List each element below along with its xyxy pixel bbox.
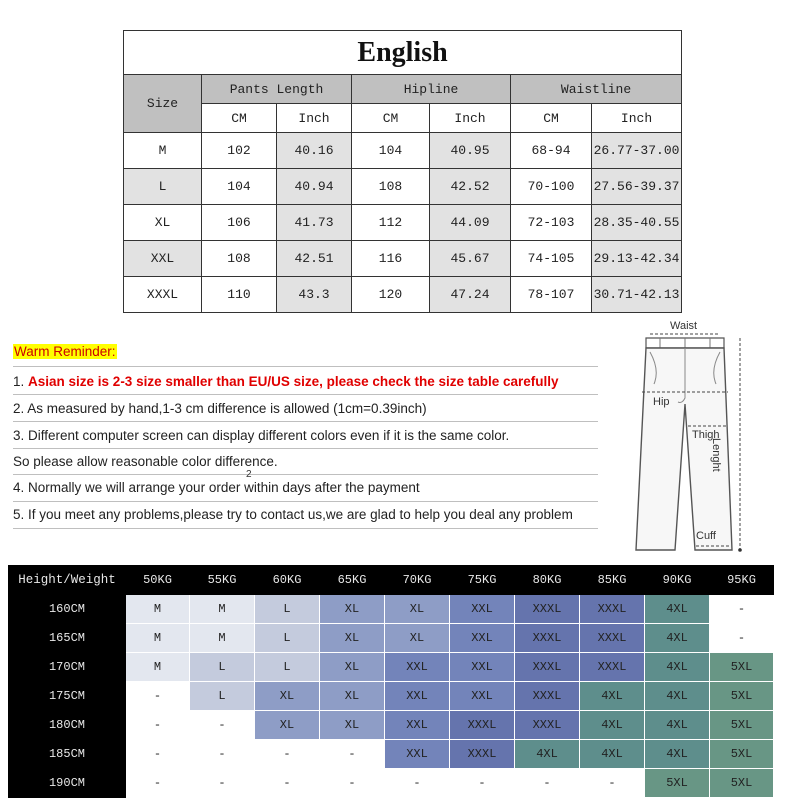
grid-row bbox=[9, 653, 774, 682]
grid-height-header: 160CM bbox=[9, 595, 126, 624]
reminder-line-2: 2. As measured by hand,1-3 cm difference is allowed (1cm=0.39inch) bbox=[13, 401, 427, 416]
grid-size-cell: 4XL bbox=[645, 740, 710, 769]
grid-size-cell: XXXL bbox=[450, 711, 515, 740]
grid-size-cell: - bbox=[190, 740, 255, 769]
grid-size-cell: - bbox=[255, 769, 320, 798]
grid-size-cell: M bbox=[126, 595, 190, 624]
grid-size-cell: XXL bbox=[450, 653, 515, 682]
grid-row bbox=[9, 769, 774, 798]
grid-size-cell: - bbox=[190, 769, 255, 798]
grid-height-header: 180CM bbox=[9, 711, 126, 740]
grid-size-cell: XL bbox=[320, 653, 385, 682]
grid-size-cell: L bbox=[255, 653, 320, 682]
grid-size-cell: - bbox=[515, 769, 580, 798]
grid-row bbox=[9, 711, 774, 740]
grid-size-cell: XXXL bbox=[515, 624, 580, 653]
size-label-cell: L bbox=[124, 169, 202, 205]
grid-size-cell: XL bbox=[320, 682, 385, 711]
reminder-line-6: 5. If you meet any problems,please try to contact us,we are glad to help you deal any problem bbox=[13, 507, 573, 522]
grid-size-cell: M bbox=[190, 624, 255, 653]
size-column-header: Size bbox=[124, 75, 202, 133]
size-row bbox=[124, 169, 682, 205]
grid-header-row bbox=[9, 566, 774, 595]
size-value-cell: 42.51 bbox=[277, 241, 352, 277]
grid-size-cell: 5XL bbox=[710, 653, 774, 682]
unit-header: CM bbox=[202, 104, 277, 133]
size-value-cell: 108 bbox=[352, 169, 430, 205]
grid-size-cell: - bbox=[320, 769, 385, 798]
size-value-cell: 27.56-39.37 bbox=[592, 169, 682, 205]
reminder-line-5: 4. Normally we will arrange your order within days after the payment bbox=[13, 480, 420, 495]
size-value-cell: 30.71-42.13 bbox=[592, 277, 682, 313]
grid-size-cell: XXXL bbox=[515, 711, 580, 740]
group-pants-length: Pants Length bbox=[202, 75, 352, 104]
size-label-cell: M bbox=[124, 133, 202, 169]
grid-size-cell: 4XL bbox=[580, 711, 645, 740]
height-weight-grid bbox=[8, 565, 774, 798]
grid-size-cell: 5XL bbox=[710, 740, 774, 769]
grid-size-cell: - bbox=[190, 711, 255, 740]
size-label-cell: XXXL bbox=[124, 277, 202, 313]
grid-weight-header: 50KG bbox=[126, 566, 190, 595]
grid-row bbox=[9, 682, 774, 711]
reminder-line-1 bbox=[13, 374, 598, 389]
size-value-cell: 106 bbox=[202, 205, 277, 241]
size-value-cell: 41.73 bbox=[277, 205, 352, 241]
unit-header: Inch bbox=[592, 104, 682, 133]
grid-size-cell: XL bbox=[320, 711, 385, 740]
grid-size-cell: 4XL bbox=[645, 711, 710, 740]
grid-size-cell: XL bbox=[320, 624, 385, 653]
size-label-cell: XXL bbox=[124, 241, 202, 277]
grid-size-cell: 5XL bbox=[645, 769, 710, 798]
reminder-heading: Warm Reminder: bbox=[14, 344, 116, 359]
unit-header: CM bbox=[511, 104, 592, 133]
grid-size-cell: L bbox=[190, 682, 255, 711]
grid-weight-header: 95KG bbox=[710, 566, 774, 595]
grid-size-cell: XL bbox=[385, 624, 450, 653]
grid-weight-header: 55KG bbox=[190, 566, 255, 595]
grid-size-cell: XXXL bbox=[580, 624, 645, 653]
grid-size-cell: 4XL bbox=[580, 682, 645, 711]
size-value-cell: 40.16 bbox=[277, 133, 352, 169]
grid-size-cell: XL bbox=[255, 682, 320, 711]
grid-weight-header: 80KG bbox=[515, 566, 580, 595]
reminder-line-3: 3. Different computer screen can display different colors even if it is the same color. bbox=[13, 428, 510, 443]
grid-size-cell: - bbox=[710, 595, 774, 624]
grid-size-cell: 4XL bbox=[645, 653, 710, 682]
size-row bbox=[124, 277, 682, 313]
grid-size-cell: XXXL bbox=[515, 595, 580, 624]
grid-size-cell: 5XL bbox=[710, 682, 774, 711]
grid-size-cell: M bbox=[126, 653, 190, 682]
grid-size-cell: - bbox=[126, 682, 190, 711]
grid-size-cell: L bbox=[255, 624, 320, 653]
grid-size-cell: - bbox=[580, 769, 645, 798]
grid-height-header: 175CM bbox=[9, 682, 126, 711]
grid-size-cell: XXL bbox=[450, 682, 515, 711]
size-value-cell: 74-105 bbox=[511, 241, 592, 277]
size-value-cell: 26.77-37.00 bbox=[592, 133, 682, 169]
grid-size-cell: XXL bbox=[385, 653, 450, 682]
grid-weight-header: 60KG bbox=[255, 566, 320, 595]
size-value-cell: 116 bbox=[352, 241, 430, 277]
grid-size-cell: 4XL bbox=[515, 740, 580, 769]
size-label-cell: XL bbox=[124, 205, 202, 241]
reminder-heading-line bbox=[13, 344, 598, 359]
grid-size-cell: XXL bbox=[450, 624, 515, 653]
grid-size-cell: XXXL bbox=[580, 595, 645, 624]
size-value-cell: 72-103 bbox=[511, 205, 592, 241]
grid-size-cell: XXL bbox=[385, 682, 450, 711]
unit-header: Inch bbox=[430, 104, 511, 133]
grid-size-cell: 4XL bbox=[645, 595, 710, 624]
grid-size-cell: XL bbox=[320, 595, 385, 624]
grid-size-cell: L bbox=[255, 595, 320, 624]
grid-weight-header: 90KG bbox=[645, 566, 710, 595]
grid-height-header: 165CM bbox=[9, 624, 126, 653]
grid-size-cell: - bbox=[710, 624, 774, 653]
grid-size-cell: M bbox=[126, 624, 190, 653]
diagram-label-waist: Waist bbox=[670, 320, 698, 332]
grid-row bbox=[9, 740, 774, 769]
diagram-label-hip: Hip bbox=[653, 396, 670, 408]
grid-size-cell: 4XL bbox=[645, 624, 710, 653]
grid-size-cell: XXXL bbox=[580, 653, 645, 682]
size-value-cell: 29.13-42.34 bbox=[592, 241, 682, 277]
grid-size-cell: 5XL bbox=[710, 711, 774, 740]
grid-row bbox=[9, 595, 774, 624]
size-value-cell: 28.35-40.55 bbox=[592, 205, 682, 241]
size-value-cell: 45.67 bbox=[430, 241, 511, 277]
group-hipline: Hipline bbox=[352, 75, 511, 104]
size-value-cell: 42.52 bbox=[430, 169, 511, 205]
size-value-cell: 110 bbox=[202, 277, 277, 313]
size-value-cell: 44.09 bbox=[430, 205, 511, 241]
size-value-cell: 47.24 bbox=[430, 277, 511, 313]
size-value-cell: 40.94 bbox=[277, 169, 352, 205]
grid-weight-header: 70KG bbox=[385, 566, 450, 595]
size-value-cell: 68-94 bbox=[511, 133, 592, 169]
reminder-line-1-text: Asian size is 2-3 size smaller than EU/US size, please check the size table carefully bbox=[28, 374, 559, 389]
grid-size-cell: - bbox=[385, 769, 450, 798]
size-value-cell: 43.3 bbox=[277, 277, 352, 313]
grid-height-header: 170CM bbox=[9, 653, 126, 682]
size-row bbox=[124, 205, 682, 241]
grid-size-cell: - bbox=[255, 740, 320, 769]
group-waistline: Waistline bbox=[511, 75, 682, 104]
reminder-line-4: So please allow reasonable color difference. bbox=[13, 454, 278, 469]
grid-size-cell: XXL bbox=[385, 740, 450, 769]
diagram-label-thigh: Thigh bbox=[692, 429, 720, 441]
grid-size-cell: XXXL bbox=[515, 653, 580, 682]
grid-weight-header: 65KG bbox=[320, 566, 385, 595]
grid-corner-label: Height/Weight bbox=[9, 566, 126, 595]
size-value-cell: 104 bbox=[202, 169, 277, 205]
grid-size-cell: - bbox=[126, 769, 190, 798]
unit-header: Inch bbox=[277, 104, 352, 133]
grid-height-header: 190CM bbox=[9, 769, 126, 798]
diagram-label-length: Lenght bbox=[710, 438, 722, 472]
size-value-cell: 120 bbox=[352, 277, 430, 313]
grid-size-cell: XXXL bbox=[450, 740, 515, 769]
size-row bbox=[124, 241, 682, 277]
grid-size-cell: 4XL bbox=[645, 682, 710, 711]
size-row bbox=[124, 133, 682, 169]
grid-size-cell: - bbox=[126, 740, 190, 769]
size-value-cell: 112 bbox=[352, 205, 430, 241]
unit-header: CM bbox=[352, 104, 430, 133]
size-value-cell: 78-107 bbox=[511, 277, 592, 313]
grid-size-cell: XL bbox=[385, 595, 450, 624]
grid-size-cell: XXL bbox=[385, 711, 450, 740]
size-value-cell: 104 bbox=[352, 133, 430, 169]
grid-weight-header: 75KG bbox=[450, 566, 515, 595]
grid-size-cell: - bbox=[320, 740, 385, 769]
grid-size-cell: M bbox=[190, 595, 255, 624]
grid-size-cell: 5XL bbox=[710, 769, 774, 798]
grid-size-cell: 4XL bbox=[580, 740, 645, 769]
grid-size-cell: XL bbox=[255, 711, 320, 740]
grid-size-cell: XXXL bbox=[515, 682, 580, 711]
pants-outline-icon bbox=[620, 318, 750, 560]
size-value-cell: 108 bbox=[202, 241, 277, 277]
size-value-cell: 70-100 bbox=[511, 169, 592, 205]
grid-size-cell: - bbox=[126, 711, 190, 740]
grid-weight-header: 85KG bbox=[580, 566, 645, 595]
grid-size-cell: XXL bbox=[450, 595, 515, 624]
size-value-cell: 40.95 bbox=[430, 133, 511, 169]
reminder-line-1-prefix: 1. bbox=[13, 374, 29, 389]
grid-height-header: 185CM bbox=[9, 740, 126, 769]
diagram-label-cuff: Cuff bbox=[696, 530, 716, 542]
grid-row bbox=[9, 624, 774, 653]
size-table-title: English bbox=[124, 31, 682, 75]
pants-diagram bbox=[620, 318, 750, 560]
reminder-days-value: 2 bbox=[246, 469, 252, 480]
size-table bbox=[123, 30, 682, 313]
grid-size-cell: L bbox=[190, 653, 255, 682]
grid-size-cell: - bbox=[450, 769, 515, 798]
size-value-cell: 102 bbox=[202, 133, 277, 169]
